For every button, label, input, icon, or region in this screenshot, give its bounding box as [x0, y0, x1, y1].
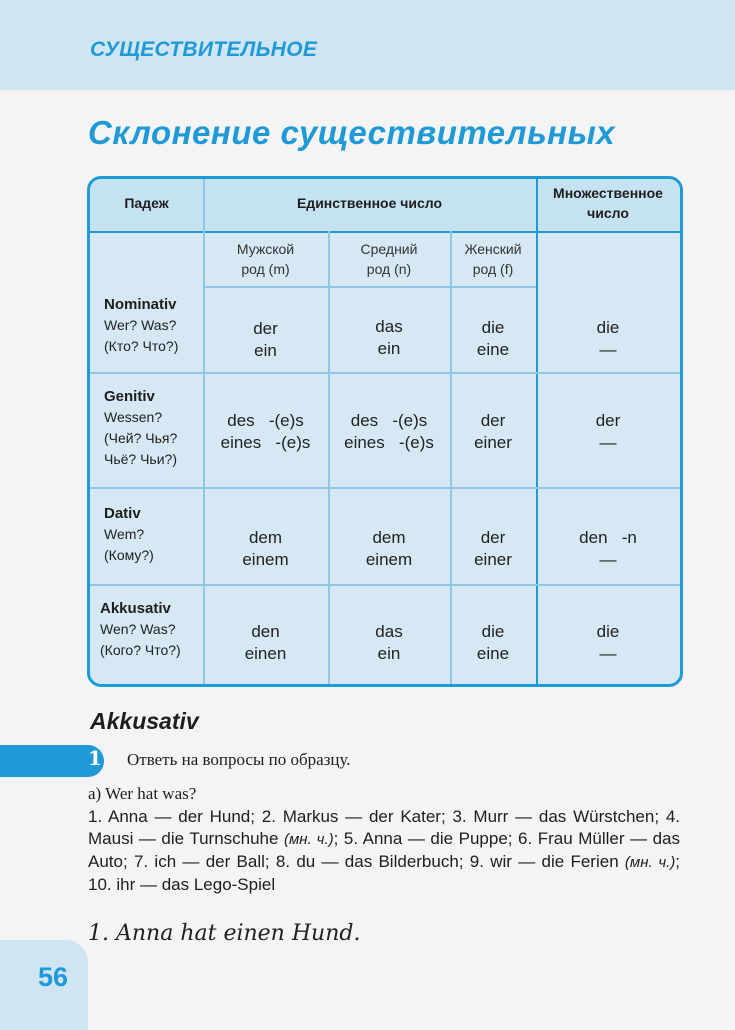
col-divider — [450, 231, 452, 684]
form-dat-f: der einer — [474, 528, 512, 569]
form-nom-n: das ein — [375, 317, 403, 358]
exercise-instruction: Ответь на вопросы по образцу. — [127, 750, 351, 769]
case-dativ: Dativ Wem? (Кому?) — [104, 505, 154, 563]
case-genitiv: Genitiv Wessen? (Чей? Чья? Чьё? Чьи?) — [104, 388, 178, 467]
section-heading: Akkusativ — [90, 708, 199, 734]
form-gen-n: des -(e)s eines -(e)s — [344, 411, 434, 452]
declension-table — [87, 176, 683, 687]
row-divider — [203, 286, 536, 288]
header-plural-line1: Множественное — [553, 185, 663, 201]
case-nominativ: Nominativ Wer? Was? (Кто? Что?) — [104, 296, 179, 354]
form-gen-pl: der — — [595, 411, 621, 452]
form-gen-f: der einer — [474, 411, 512, 452]
case-akkusativ: Akkusativ Wen? Was? (Кого? Что?) — [100, 600, 181, 658]
header-divider — [90, 231, 680, 233]
example-answer: 1. Anna hat einen Hund. — [88, 921, 361, 946]
gender-masculine: Мужской род (m) — [236, 241, 295, 277]
gender-neuter: Средний род (n) — [360, 241, 418, 277]
row-divider — [90, 584, 680, 586]
page-number: 56 — [38, 962, 69, 992]
exercise-body: 1. Anna — der Hund; 2. Markus — der Kater; 3. Murr — das Würstchen; 4. Mausi — die Turnschuhe (мн. ч.); 5. Anna — die Puppe; 6. Frau Müller — das Auto; 7. ich — der Ball; 8. du — das Bilderbuch; 9. wir — die Ferien (мн. ч.); 10. ihr — das Lego-Spiel — [88, 807, 680, 894]
form-nom-m: der ein — [253, 319, 278, 360]
form-nom-pl: die — — [596, 318, 620, 359]
form-akk-f: die eine — [476, 622, 510, 663]
form-akk-pl: die — — [596, 622, 620, 663]
form-akk-n: das ein — [375, 622, 403, 663]
header-singular: Единственное число — [296, 195, 443, 211]
header-plural-line2: число — [587, 205, 629, 221]
header-case: Падеж — [124, 195, 169, 211]
form-nom-f: die eine — [476, 318, 510, 359]
exercise-subtask: a) Wer hat was? — [88, 784, 197, 803]
form-dat-n: dem einem — [365, 528, 413, 569]
row-divider — [90, 487, 680, 489]
exercise-number: 1 — [88, 746, 102, 770]
form-dat-pl: den -n — — [579, 528, 637, 569]
form-gen-m: des -(e)s eines -(e)s — [220, 411, 311, 452]
section-label: СУЩЕСТВИТЕЛЬНОЕ — [90, 38, 318, 61]
page-title: Склонение существительных — [88, 114, 616, 151]
row-divider — [90, 372, 680, 374]
col-divider — [328, 231, 330, 684]
form-akk-m: den einen — [244, 622, 287, 663]
gender-feminine: Женский род (f) — [464, 241, 522, 277]
form-dat-m: dem einem — [242, 528, 289, 569]
